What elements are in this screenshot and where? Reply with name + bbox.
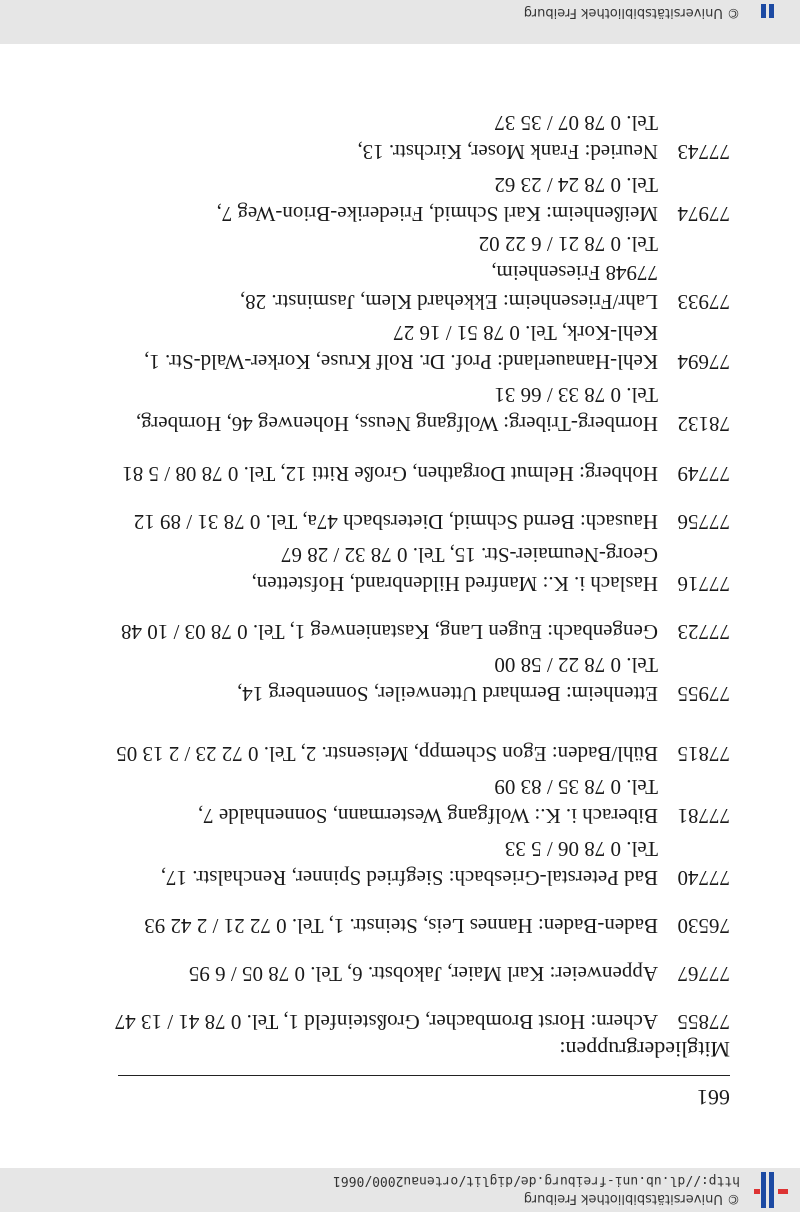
- entry-text-continued: Kehl-Kork, Tel. 0 78 51 / 16 27: [393, 321, 658, 345]
- ub-freiburg-logo: [754, 1172, 788, 1208]
- entry-text: Neuried: Frank Moser, Kirchstr. 13,: [357, 140, 658, 164]
- entry-text-continued: Tel. 0 78 24 / 23 62: [494, 173, 658, 197]
- bottom-credit: © Universitätsbibliothek Freiburg: [523, 5, 740, 20]
- postal-code: 77974: [677, 202, 730, 226]
- postal-code: 77694: [677, 350, 730, 374]
- entry-text-continued: Tel. 0 78 35 / 83 09: [494, 775, 658, 799]
- entry-text: Gengenbach: Eugen Lang, Kastanienweg 1, Tel. 0 78 03 / 10 48: [120, 620, 658, 644]
- entry-text-continued: Tel. 0 78 06 / 5 33: [504, 837, 658, 861]
- entry-text: Hohberg: Helmut Dorgathen, Große Ritti 12, Tel. 0 78 08 / 5 81: [122, 462, 658, 486]
- entry-text: Haslach i. K.: Manfred Hildenbrand, Hofstetten,: [251, 572, 658, 596]
- entry-text-continued: Tel. 0 78 33 / 66 31: [494, 383, 658, 407]
- viewer-header-bar: [0, 0, 800, 44]
- entry-text-continued: Tel. 0 78 21 / 6 22 02: [478, 232, 658, 256]
- entry-text: Ettenheim: Bernhard Uttenweiler, Sonnenberg 14,: [237, 682, 658, 706]
- entry-text: Appenweier: Karl Maier, Jakobstr. 6, Tel. 0 78 05 / 6 95: [188, 962, 658, 986]
- page-number: 661: [697, 1085, 730, 1110]
- entry-text: Hornberg-Triberg: Wolfgang Neuss, Hohenweg 46, Hornberg,: [135, 412, 658, 436]
- postal-code: 77767: [677, 962, 730, 986]
- entry-text-continued: Tel. 0 78 07 / 35 37: [494, 111, 658, 135]
- entry-text: Meißenheim: Karl Schmid, Friederike-Brion-Weg 7,: [216, 202, 658, 226]
- postal-code: 77756: [677, 510, 730, 534]
- postal-code: 77933: [677, 290, 730, 314]
- postal-code: 77740: [677, 866, 730, 890]
- postal-code: 76530: [677, 914, 730, 938]
- entry-text: Bühl/Baden: Egon Schempp, Meisenstr. 2, Tel. 0 72 23 / 2 13 05: [116, 742, 658, 766]
- entry-text-continued: 77948 Friesenheim,: [491, 261, 658, 285]
- viewer-footer-bar: [0, 1168, 800, 1212]
- entry-text: Kehl-Hanauerland: Prof. Dr. Rolf Kruse, Korker-Wald-Str. 1,: [143, 350, 658, 374]
- entry-text: Achern: Horst Brombacher, Großsteinfeld 1, Tel. 0 78 41 / 13 47: [114, 1010, 658, 1034]
- postal-code: 77723: [677, 620, 730, 644]
- entry-text: Bad Peterstal-Griesbach: Siegfried Spinner, Renchalstr. 17,: [160, 866, 658, 890]
- postal-code: 77955: [677, 682, 730, 706]
- source-url-link[interactable]: http://dl.ub.uni-freiburg.de/diglit/ortenau2000/0661: [333, 1173, 740, 1188]
- entry-text: Hausach: Bernd Schmid, Dietersbach 47a, Tel. 0 78 31 / 89 12: [133, 510, 658, 534]
- postal-code: 78132: [677, 412, 730, 436]
- entry-text: Biberach i. K.: Wolfgang Westermann, Sonnenhalde 7,: [197, 804, 658, 828]
- postal-code: 77749: [677, 462, 730, 486]
- entry-text: Baden-Baden: Hannes Leis, Steinstr. 1, Tel. 0 72 21 / 2 42 93: [144, 914, 658, 938]
- scanned-page: [0, 44, 800, 1168]
- postal-code: 77743: [677, 140, 730, 164]
- postal-code: 77716: [677, 572, 730, 596]
- ub-freiburg-logo-small: [754, 4, 788, 40]
- entry-text: Lahr/Friesenheim: Ekkehard Klem, Jasminstr. 28,: [239, 290, 658, 314]
- entry-text-continued: Tel. 0 78 22 / 58 00: [494, 653, 658, 677]
- postal-code: 77855: [677, 1010, 730, 1034]
- postal-code: 77781: [677, 804, 730, 828]
- postal-code: 77815: [677, 742, 730, 766]
- header-rule: [118, 1075, 730, 1076]
- entry-text-continued: Georg-Neumaier-Str. 15, Tel. 0 78 32 / 28 67: [280, 543, 658, 567]
- section-heading: Mitgliedergruppen:: [559, 1037, 730, 1062]
- copyright-credit: © Universitätsbibliothek Freiburg: [523, 1191, 740, 1206]
